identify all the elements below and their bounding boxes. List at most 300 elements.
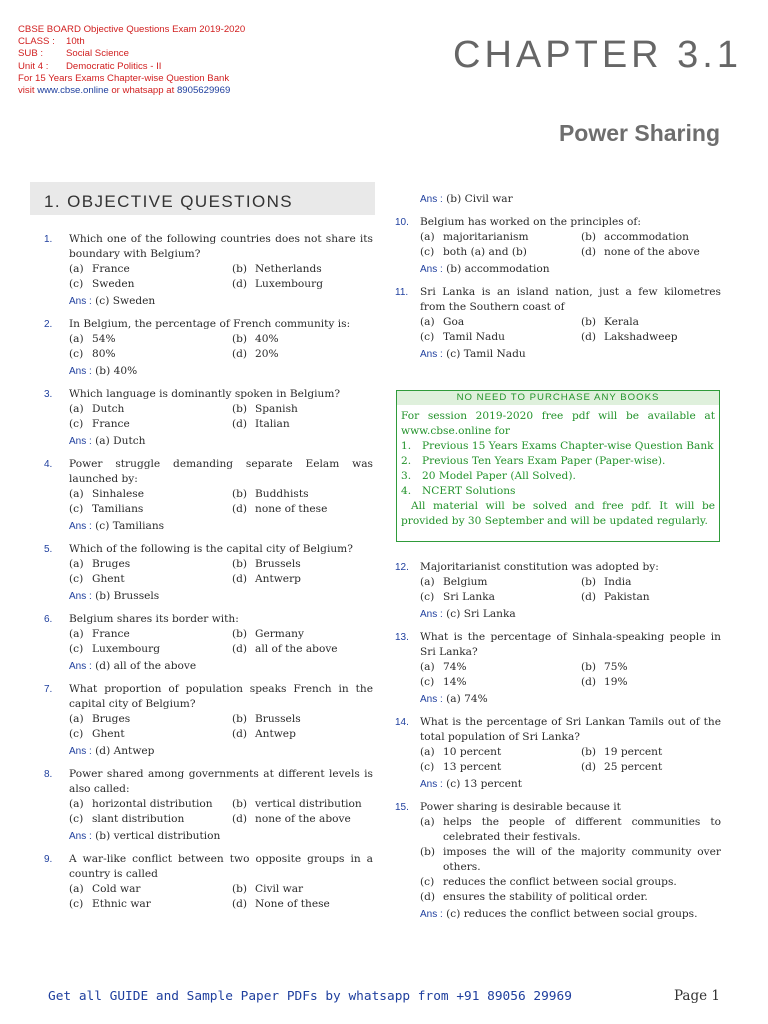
answer-text: (c) Sri Lanka [446,608,516,620]
options-grid [420,575,721,605]
question-item [44,317,373,379]
option-letter: (d) [581,246,597,258]
option-item [69,277,232,292]
option-letter: (d) [581,761,597,773]
option-text: 74% [443,661,467,673]
option-item [420,230,581,245]
option-item [232,812,373,827]
option-letter: (a) [69,488,84,500]
option-text: Goa [443,316,465,328]
option-text: Civil war [255,883,304,895]
question-text: Which one of the following countries does not share its boundary with Belgium? [69,233,373,260]
answer-label: Ans : [69,661,92,672]
option-text: None of these [255,898,330,910]
promo-item-text: Previous Ten Years Exam Paper (Paper-wise). [422,455,666,467]
question-item [395,215,721,277]
option-text: Spanish [255,403,298,415]
option-letter: (d) [232,643,248,655]
promo-list-item [401,439,715,454]
option-text: Kerala [604,316,639,328]
option-text: Luxembourg [255,278,323,290]
option-text: 13 percent [443,761,502,773]
answer-text: (b) Civil war [446,193,513,205]
options-grid [69,557,373,587]
option-item [420,660,581,675]
promo-item-text: Previous 15 Years Exams Chapter-wise Question Bank [422,440,714,452]
answer-line [69,744,373,759]
answer-line [69,589,373,604]
option-item [69,627,232,642]
option-item [581,245,721,260]
option-text: Netherlands [255,263,322,275]
option-text: majoritarianism [443,231,529,243]
option-text: none of the above [255,813,351,825]
options-grid [420,230,721,260]
answer-line [420,907,721,922]
option-text: Ghent [92,573,125,585]
answer-label: Ans : [69,521,92,532]
answer-line [420,607,721,622]
option-item [232,727,373,742]
option-text: 20% [255,348,279,360]
option-item [232,882,373,897]
option-text: 14% [443,676,467,688]
option-text: Luxembourg [92,643,160,655]
option-text: 40% [255,333,279,345]
option-letter: (c) [420,246,435,258]
question-number: 15. [395,802,409,813]
answer-line [69,364,373,379]
option-text: 75% [604,661,628,673]
left-column [44,232,373,920]
option-letter: (c) [69,278,84,290]
options-grid [69,882,373,912]
unit-value: Democratic Politics - II [66,60,162,72]
option-item [69,797,232,812]
question-text: Majoritarianist constitution was adopted by: [420,561,659,573]
option-letter: (b) [232,263,248,275]
question-text: Sri Lanka is an island nation, just a few kilometres from the Southern coast of [420,286,721,313]
option-letter: (a) [420,816,435,828]
promo-item-number: 4. [401,485,412,497]
question-text: Belgium has worked on the principles of: [420,216,641,228]
q9-answer [395,192,721,207]
question-text: A war-like conflict between two opposite groups in a country is called [69,853,373,880]
question-number: 11. [395,287,409,298]
option-letter: (d) [232,418,248,430]
option-text: Dutch [92,403,125,415]
option-letter: (a) [420,316,435,328]
options-grid [420,315,721,345]
question-item [44,767,373,844]
option-text: Brussels [255,558,301,570]
option-letter: (c) [420,761,435,773]
option-letter: (c) [69,813,84,825]
option-item [69,487,232,502]
option-text: France [92,418,130,430]
answer-label: Ans : [420,779,443,790]
option-item [69,727,232,742]
option-letter: (d) [581,331,597,343]
answer-line [69,434,373,449]
answer-line [69,294,373,309]
question-item [44,542,373,604]
option-text: 25 percent [604,761,663,773]
option-item [232,487,373,502]
option-item [232,347,373,362]
option-item [581,575,721,590]
option-item [69,417,232,432]
subject-key: SUB : [18,48,44,60]
question-bank-line: For 15 Years Exams Chapter-wise Question Bank [18,72,230,84]
option-letter: (b) [581,231,597,243]
option-letter: (c) [420,676,435,688]
exam-title: CBSE BOARD Objective Questions Exam 2019-2020 [18,24,246,35]
options-grid [69,487,373,517]
answer-label: Ans : [420,194,443,205]
option-letter: (a) [69,403,84,415]
option-item [69,332,232,347]
right-column [395,190,721,370]
question-number: 12. [395,562,409,573]
answer-line [420,262,721,277]
option-item [69,502,232,517]
answer-label: Ans : [69,366,92,377]
option-letter: (b) [581,316,597,328]
options-grid [69,262,373,292]
question-text: In Belgium, the percentage of French community is: [69,318,351,330]
subject-value: Social Science [66,48,129,60]
question-text: What proportion of population speaks French in the capital city of Belgium? [69,683,373,710]
promo-outro: All material will be solved and free pdf. It will be provided by 30 September and will be updated regularly. [401,500,715,527]
option-letter: (d) [581,676,597,688]
option-item [232,642,373,657]
class-key: CLASS : [18,36,55,48]
option-text: slant distribution [92,813,185,825]
right-questions-a [395,215,721,362]
options-grid [69,797,373,827]
option-text: both (a) and (b) [443,246,527,258]
option-letter: (b) [232,798,248,810]
option-text: Antwep [255,728,296,740]
option-item [420,575,581,590]
option-letter: (b) [232,628,248,640]
question-number: 5. [44,544,53,555]
option-item [232,332,373,347]
answer-label: Ans : [69,591,92,602]
option-letter: (a) [420,661,435,673]
option-letter: (a) [69,883,84,895]
option-text: France [92,263,130,275]
option-text: Germany [255,628,304,640]
option-text: imposes the will of the majority community over others. [443,846,721,873]
answer-text: (c) Tamilians [95,520,165,532]
question-item [44,612,373,674]
right-questions-b [395,560,721,930]
answer-label: Ans : [420,609,443,620]
option-item [232,277,373,292]
option-item [232,402,373,417]
option-text: Bruges [92,558,131,570]
visit-text: visit [18,85,35,97]
option-item [69,897,232,912]
class-value: 10th [66,36,85,48]
question-text: Power struggle demanding separate Eelam was launched by: [69,458,373,485]
question-number: 14. [395,717,409,728]
promo-item-number: 3. [401,470,412,482]
answer-label: Ans : [420,694,443,705]
option-item [69,262,232,277]
option-item [581,590,721,605]
answer-text: (a) 74% [446,693,488,705]
option-item [232,557,373,572]
answer-text: (a) Dutch [95,435,146,447]
option-letter: (a) [69,713,84,725]
option-text: Ghent [92,728,125,740]
footer-promo: Get all GUIDE and Sample Paper PDFs by whatsapp from +91 89056 29969 [48,989,572,1004]
page-number: Page 1 [673,988,720,1004]
option-item [581,315,721,330]
question-item [44,457,373,534]
question-item [395,800,721,922]
option-item [69,402,232,417]
answer-text: (b) vertical distribution [95,830,221,842]
option-text: 10 percent [443,746,502,758]
question-text: Power shared among governments at different levels is also called: [69,768,373,795]
option-letter: (d) [581,591,597,603]
option-text: ensures the stability of political order. [443,891,648,903]
option-text: none of the above [604,246,700,258]
option-text: Tamilians [92,503,144,515]
option-letter: (b) [232,558,248,570]
answer-text: (c) reduces the conflict between social groups. [446,908,698,920]
option-text: India [604,576,632,588]
option-item [420,675,581,690]
option-text: France [92,628,130,640]
answer-line [420,777,721,792]
option-text: 54% [92,333,116,345]
phone-number: 8905629969 [176,85,231,97]
answer-label: Ans : [420,909,443,920]
chapter-title: CHAPTER 3.1 [453,34,742,76]
answer-label: Ans : [69,831,92,842]
option-letter: (b) [232,488,248,500]
option-text: Cold war [92,883,141,895]
options-grid [69,627,373,657]
option-item [581,675,721,690]
option-letter: (d) [232,348,248,360]
answer-text: (d) all of the above [95,660,197,672]
option-item [69,812,232,827]
answer-text: (c) Sweden [95,295,156,307]
option-letter: (c) [420,876,435,888]
promo-list [401,439,715,499]
option-letter: (c) [420,331,435,343]
option-item [232,627,373,642]
answer-text: (b) Brussels [95,590,160,602]
option-item [69,572,232,587]
option-text: Antwerp [255,573,301,585]
option-letter: (c) [69,418,84,430]
option-letter: (b) [232,883,248,895]
option-letter: (c) [69,503,84,515]
option-item [420,315,581,330]
promo-item-text: 20 Model Paper (All Solved). [422,470,576,482]
option-letter: (d) [232,813,248,825]
option-letter: (a) [420,231,435,243]
promo-box [396,390,720,542]
question-text: Which of the following is the capital city of Belgium? [69,543,353,555]
option-item [232,262,373,277]
option-item [232,502,373,517]
options-grid [420,660,721,690]
option-item [581,745,721,760]
option-letter: (d) [232,728,248,740]
option-letter: (c) [420,591,435,603]
question-number: 6. [44,614,53,625]
answer-line [420,692,721,707]
option-letter: (d) [232,898,248,910]
option-letter: (b) [420,846,436,858]
option-item [232,897,373,912]
promo-list-item [401,469,715,484]
option-text: Tamil Nadu [443,331,505,343]
question-item [395,560,721,622]
question-number: 2. [44,319,53,330]
question-text: Belgium shares its border with: [69,613,239,625]
option-item [420,745,581,760]
options-list [420,815,721,905]
answer-text: (d) Antwep [95,745,155,757]
question-item [395,630,721,707]
question-item [44,387,373,449]
promo-intro: For session 2019-2020 free pdf will be available at www.cbse.online for [401,410,715,437]
option-item [69,347,232,362]
option-letter: (b) [581,746,597,758]
question-number: 3. [44,389,53,400]
question-number: 10. [395,217,409,228]
option-letter: (a) [69,333,84,345]
question-text: What is the percentage of Sri Lankan Tamils out of the total population of Sri Lanka? [420,716,721,743]
question-number: 9. [44,854,53,865]
promo-list-item [401,484,715,499]
answer-label: Ans : [69,746,92,757]
option-text: 19 percent [604,746,663,758]
question-number: 4. [44,459,53,470]
option-item [69,712,232,727]
question-number: 7. [44,684,53,695]
answer-line [420,347,721,362]
promo-item-number: 1. [401,440,412,452]
option-item [581,660,721,675]
question-item [395,715,721,792]
option-text: Lakshadweep [604,331,678,343]
option-item [232,712,373,727]
question-number: 13. [395,632,409,643]
option-item [581,760,721,775]
promo-title: NO NEED TO PURCHASE ANY BOOKS [397,391,719,405]
option-text: 19% [604,676,628,688]
answer-label: Ans : [69,296,92,307]
option-letter: (d) [232,573,248,585]
option-text: Bruges [92,713,131,725]
answer-text: (c) Tamil Nadu [446,348,526,360]
option-letter: (a) [69,628,84,640]
options-grid [69,402,373,432]
option-text: horizontal distribution [92,798,213,810]
option-letter: (b) [232,713,248,725]
option-letter: (c) [69,728,84,740]
option-letter: (a) [420,746,435,758]
answer-text: (b) accommodation [446,263,550,275]
option-letter: (d) [232,278,248,290]
option-text: vertical distribution [255,798,362,810]
options-grid [420,745,721,775]
option-item [420,815,721,845]
option-text: Brussels [255,713,301,725]
option-text: helps the people of different communities to celebrated their festivals. [443,816,721,843]
option-text: Buddhists [255,488,309,500]
answer-label: Ans : [420,349,443,360]
option-text: Ethnic war [92,898,151,910]
option-letter: (a) [69,263,84,275]
option-text: Italian [255,418,290,430]
option-letter: (a) [420,576,435,588]
option-letter: (c) [69,643,84,655]
answer-text: (c) 13 percent [446,778,522,790]
option-letter: (b) [232,333,248,345]
option-item [420,245,581,260]
option-text: Sinhalese [92,488,144,500]
option-item [581,330,721,345]
question-item [44,852,373,912]
promo-item-text: NCERT Solutions [422,485,516,497]
option-text: Sri Lanka [443,591,495,603]
option-text: accommodation [604,231,689,243]
option-text: 80% [92,348,116,360]
option-text: Sweden [92,278,135,290]
question-item [44,232,373,309]
promo-item-number: 2. [401,455,412,467]
option-item [232,572,373,587]
option-text: Belgium [443,576,488,588]
site-link[interactable]: www.cbse.online [37,85,109,97]
option-item [420,845,721,875]
option-item [232,797,373,812]
option-item [420,590,581,605]
option-item [581,230,721,245]
unit-key: Unit 4 : [18,60,49,72]
question-text: What is the percentage of Sinhala-speaking people in Sri Lanka? [420,631,721,658]
options-grid [69,712,373,742]
answer-line [69,659,373,674]
question-item [395,285,721,362]
option-letter: (d) [232,503,248,515]
topic-title: Power Sharing [558,120,720,146]
question-number: 1. [44,234,53,245]
option-item [420,330,581,345]
answer-line [69,519,373,534]
promo-list-item [401,454,715,469]
option-letter: (c) [69,898,84,910]
option-item [232,417,373,432]
option-text: reduces the conflict between social groups. [443,876,677,888]
option-item [69,882,232,897]
option-text: all of the above [255,643,338,655]
option-item [420,890,721,905]
whatsapp-text: or whatsapp at [111,85,175,97]
question-item [44,682,373,759]
